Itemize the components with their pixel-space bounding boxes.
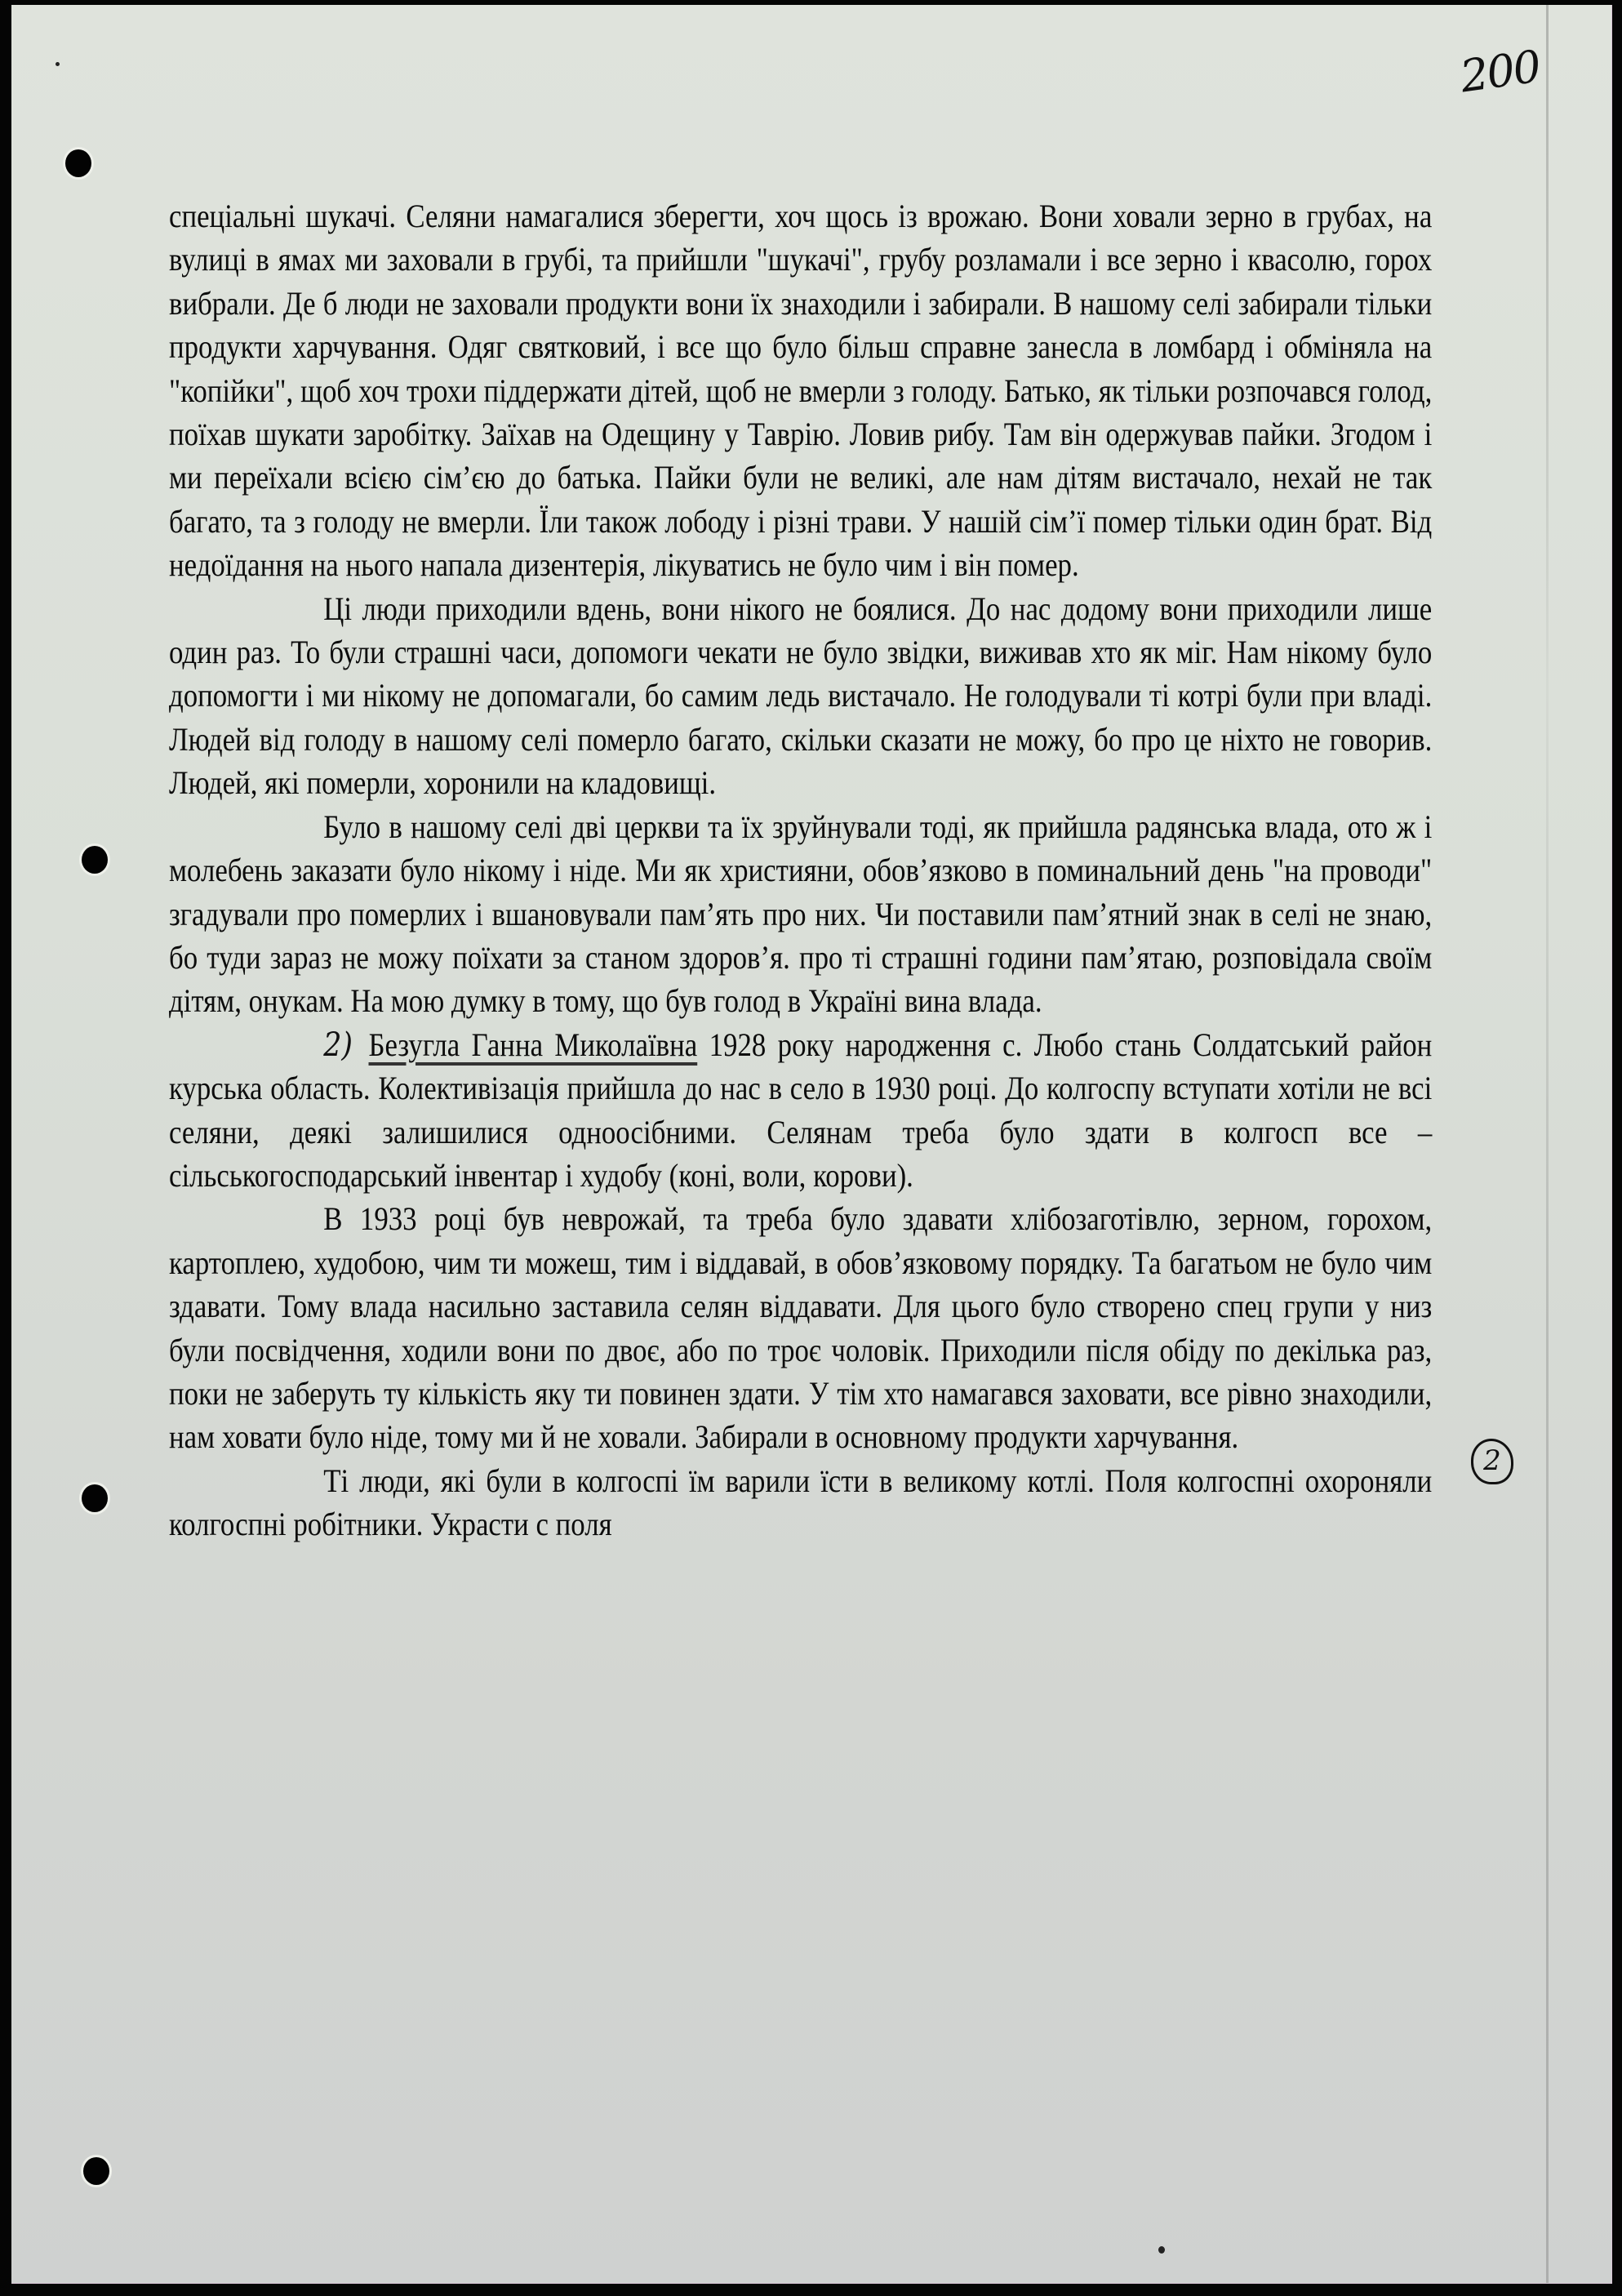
- scanner-artifact-stripe: [1546, 5, 1549, 2283]
- paragraph-2: Ці люди приходили вдень, вони нікого не боялися. До нас додому вони приходили лише один раз. То були страшні часи, допомоги чекати не було звідки, виживав хто як міг. Нам нікому було допомогти і ми нікому не допомагали, бо самим ледь вистачало. Не голодували ті котрі були при владі. Людей від голоду в нашому селі померло багато, скільки сказати не можу, бо про це ніхто не говорив. Людей, які померли, хоронили на кладовищі.: [169, 590, 1433, 802]
- handwritten-item-number: 2): [323, 1024, 353, 1064]
- punch-hole: [82, 1484, 108, 1512]
- circled-margin-annotation: 2: [1471, 1439, 1513, 1484]
- paragraph-1: спеціальні шукачі. Селяни намагалися зберегти, хоч щось із врожаю. Вони ховали зерно в грубах, на вулиці в ямах ми заховали в грубі, та прийшли "шукачі", грубу розламали і все зерно і квасолю, горох вибрали. Де б люди не заховали продукти вони їх знаходили і забирали. В нашому селі забирали тільки продукти харчування. Одяг святковий, і все що було більш справне занесла в ломбард і обміняла на "копійки", щоб хоч трохи піддержати дітей, щоб не вмерли з голоду. Батько, як тільки розпочався голод, поїхав шукати заробітку. Заїхав на Одещину у Таврію. Ловив рибу. Там він одержував пайки. Згодом і ми переїхали всією сім’єю до батька. Пайки були не великі, але нам дітям вистачало, нехай не так багато, та з голоду не вмерли. Їли також лободу і різні трави. У нашій сім’ї помер тільки один брат. Від недоїдання на нього напала дизентерія, лікуватись не було чим і він помер.: [169, 198, 1433, 584]
- punch-hole: [83, 2157, 109, 2185]
- section-two-paragraph-1: В 1933 році був неврожай, та треба було здавати хлібозаготівлю, зерном, горохом, картоплею, худобою, чим ти можеш, тим і віддавай, в обов’язковому порядку. Та багатьом не було чим здавати. Тому влада насильно заставила селян віддавати. Для цього було створено спец групи у низ були посвідчення, ходили вони по двоє, або по троє чоловік. Приходили після обіду по декілька раз, поки не заберуть ту кількість яку ти повинен здати. У тім хто намагався заховати, все рівно знаходили, нам ховати було ніде, тому ми й не ховали. Забирали в основному продукти харчування.: [169, 1200, 1433, 1456]
- section-two-intro: [169, 1023, 1432, 1198]
- interviewee-intro-text: 1928 року народження с. Любо стань Солдатський район курська область. Колективізація прийшла до нас в село в 1930 році. До колгоспу вступати хотіли не всі селяни, деякі залишилися одноосібними. Селянам треба було здати в колгосп все – сільськогосподарський інвентар і худобу (коні, воли, корови).: [169, 1026, 1433, 1194]
- section-two-paragraph-2: Ті люди, які були в колгоспі їм варили їсти в великому котлі. Поля колгоспні охороняли колгоспні робітники. Украсти с поля: [169, 1462, 1433, 1543]
- interviewee-name: Безугла Ганна Миколаївна: [368, 1026, 698, 1063]
- ink-speck: [1158, 2246, 1165, 2254]
- handwritten-page-number: 200: [1457, 40, 1543, 103]
- ink-speck: [56, 62, 60, 66]
- paragraph-3: Було в нашому селі дві церкви та їх зруйнували тоді, як прийшла радянська влада, ото ж і молебень заказати було нікому і ніде. Ми як християни, обов’язково в поминальний день "на проводи" згадували про померлих і вшановували пам’ять про них. Чи поставили пам’ятний знак в селі не знаю, бо туди зараз не можу поїхати за станом здоров’я. про ті страшні години пам’ятаю, розповідала своїм дітям, онукам. На мою думку в тому, що був голод в Україні вина влада.: [169, 808, 1433, 1020]
- document-body: [169, 194, 1432, 1546]
- punch-hole: [82, 846, 108, 874]
- punch-hole: [65, 149, 91, 177]
- scanned-page: [11, 5, 1612, 2284]
